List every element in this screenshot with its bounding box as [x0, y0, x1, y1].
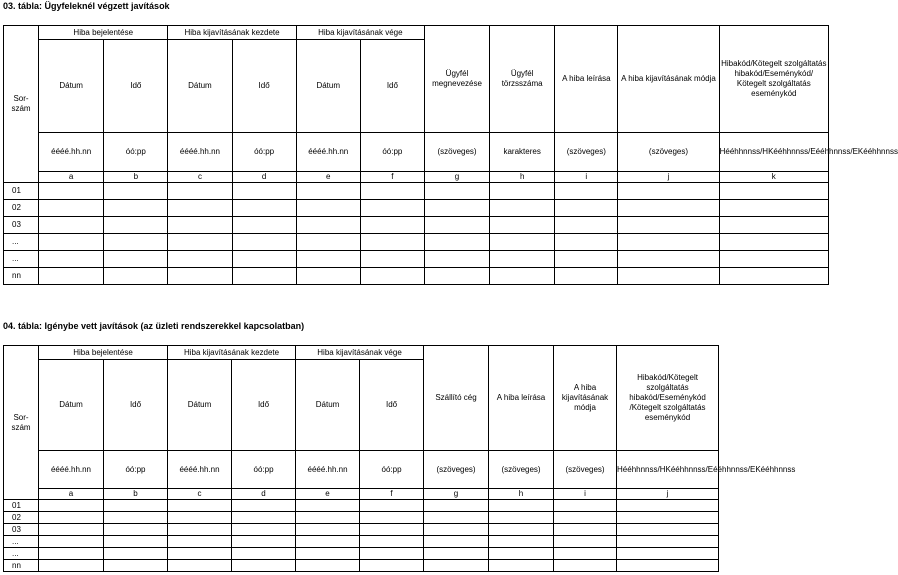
column-header: Idő	[232, 360, 296, 451]
data-cell[interactable]	[168, 524, 232, 536]
data-cell[interactable]	[296, 548, 360, 560]
data-cell[interactable]	[424, 251, 489, 268]
row-number: 03	[4, 217, 39, 234]
column-header: Dátum	[39, 360, 104, 451]
column-header: Dátum	[39, 40, 104, 133]
data-cell[interactable]	[489, 548, 554, 560]
table-row	[4, 200, 829, 217]
data-cell[interactable]	[296, 217, 360, 234]
data-cell[interactable]	[360, 234, 424, 251]
data-cell[interactable]	[617, 500, 719, 512]
column-header: Dátum	[168, 40, 232, 133]
column-letter: f	[360, 489, 424, 500]
data-cell[interactable]	[104, 500, 168, 512]
row-number: 02	[4, 200, 39, 217]
data-cell[interactable]	[168, 512, 232, 524]
data-cell[interactable]	[39, 251, 104, 268]
column-letter: j	[618, 172, 719, 183]
column-header: Hibakód/Kötegelt szolgáltatás hibakód/Eseménykód /Kötegelt szolgáltatás eseménykód	[617, 346, 719, 451]
format-cell: éééé.hh.nn	[39, 451, 104, 489]
data-cell[interactable]	[39, 512, 104, 524]
column-letter: b	[104, 489, 168, 500]
data-cell[interactable]	[424, 512, 489, 524]
data-cell[interactable]	[296, 234, 360, 251]
data-cell[interactable]	[424, 217, 489, 234]
table2-title: 04. tábla: Igénybe vett javítások (az üzleti rendszerekkel kapcsolatban)	[3, 321, 305, 331]
format-row	[4, 133, 829, 172]
data-cell[interactable]	[489, 536, 554, 548]
column-letter: f	[360, 172, 424, 183]
format-cell: (szöveges)	[554, 451, 617, 489]
data-cell[interactable]	[489, 524, 554, 536]
data-cell[interactable]	[296, 268, 360, 285]
column-header: A hiba leírása	[555, 26, 618, 133]
rownum-header: Sor-szám	[4, 346, 39, 500]
table-row	[4, 251, 829, 268]
data-cell[interactable]	[232, 217, 296, 234]
column-header: Idő	[360, 40, 424, 133]
data-cell[interactable]	[555, 268, 618, 285]
data-cell[interactable]	[296, 536, 360, 548]
data-cell[interactable]	[232, 183, 296, 200]
data-cell[interactable]	[232, 548, 296, 560]
column-header: Idő	[104, 40, 168, 133]
column-header: Dátum	[168, 360, 232, 451]
data-cell[interactable]	[554, 560, 617, 572]
format-cell: (szöveges)	[618, 133, 719, 172]
format-row	[4, 451, 719, 489]
format-cell: óó:pp	[104, 451, 168, 489]
format-cell: óó:pp	[360, 451, 424, 489]
data-cell[interactable]	[39, 200, 104, 217]
format-cell: óó:pp	[104, 133, 168, 172]
table-row	[4, 524, 719, 536]
group-header-row	[4, 346, 719, 360]
data-cell[interactable]	[296, 524, 360, 536]
data-cell[interactable]	[168, 548, 232, 560]
data-cell[interactable]	[360, 560, 424, 572]
format-cell: (szöveges)	[489, 451, 554, 489]
data-cell[interactable]	[104, 234, 168, 251]
data-cell[interactable]	[490, 200, 555, 217]
data-cell[interactable]	[554, 536, 617, 548]
table-row	[4, 217, 829, 234]
data-cell[interactable]	[554, 512, 617, 524]
column-letter: a	[39, 489, 104, 500]
data-cell[interactable]	[39, 217, 104, 234]
data-cell[interactable]	[39, 234, 104, 251]
data-cell[interactable]	[555, 234, 618, 251]
data-cell[interactable]	[719, 251, 828, 268]
data-cell[interactable]	[719, 200, 828, 217]
data-cell[interactable]	[104, 560, 168, 572]
table-row	[4, 560, 719, 572]
row-number: ...	[4, 234, 39, 251]
data-cell[interactable]	[360, 524, 424, 536]
data-cell[interactable]	[555, 183, 618, 200]
data-cell[interactable]	[360, 536, 424, 548]
data-cell[interactable]	[232, 234, 296, 251]
column-header: Dátum	[296, 40, 360, 133]
letter-row	[4, 172, 829, 183]
data-cell[interactable]	[296, 251, 360, 268]
data-cell[interactable]	[168, 183, 232, 200]
row-number: ...	[4, 548, 39, 560]
data-cell[interactable]	[618, 217, 719, 234]
data-cell[interactable]	[39, 183, 104, 200]
data-cell[interactable]	[39, 560, 104, 572]
table1-title: 03. tábla: Ügyfeleknél végzett javítások	[3, 1, 170, 11]
data-cell[interactable]	[104, 200, 168, 217]
data-cell[interactable]	[168, 268, 232, 285]
column-header: A hiba kijavításának módja	[554, 346, 617, 451]
row-number: 01	[4, 183, 39, 200]
column-letter: a	[39, 172, 104, 183]
column-letter: b	[104, 172, 168, 183]
data-cell[interactable]	[555, 251, 618, 268]
format-cell: éééé.hh.nn	[168, 451, 232, 489]
group-header: Hiba kijavításának vége	[296, 26, 424, 40]
column-letter: h	[489, 489, 554, 500]
data-cell[interactable]	[360, 183, 424, 200]
format-cell: óó:pp	[232, 133, 296, 172]
table2	[3, 345, 796, 572]
data-cell[interactable]	[296, 200, 360, 217]
data-cell[interactable]	[490, 251, 555, 268]
data-cell[interactable]	[360, 251, 424, 268]
data-cell[interactable]	[360, 200, 424, 217]
row-number: ...	[4, 251, 39, 268]
data-cell[interactable]	[719, 234, 828, 251]
row-number: 02	[4, 512, 39, 524]
column-header: A hiba leírása	[489, 346, 554, 451]
column-header: Idő	[360, 360, 424, 451]
column-letter: e	[296, 489, 360, 500]
group-header: Hiba kijavításának kezdete	[168, 346, 296, 360]
data-cell[interactable]	[719, 217, 828, 234]
data-cell[interactable]	[232, 524, 296, 536]
column-header: Ügyfél megnevezése	[424, 26, 489, 133]
table-row	[4, 234, 829, 251]
data-cell[interactable]	[555, 217, 618, 234]
column-header: Ügyfél törzsszáma	[490, 26, 555, 133]
data-cell[interactable]	[168, 536, 232, 548]
table-row	[4, 268, 829, 285]
data-cell[interactable]	[617, 524, 719, 536]
table-row	[4, 500, 719, 512]
data-cell[interactable]	[168, 217, 232, 234]
format-cell: óó:pp	[360, 133, 424, 172]
group-header: Hiba bejelentése	[39, 346, 168, 360]
column-letter: g	[424, 489, 489, 500]
column-letter: g	[424, 172, 489, 183]
table-row	[4, 536, 719, 548]
column-letter: h	[490, 172, 555, 183]
row-number: 03	[4, 524, 39, 536]
data-cell[interactable]	[104, 251, 168, 268]
row-number: 01	[4, 500, 39, 512]
data-cell[interactable]	[168, 234, 232, 251]
data-cell[interactable]	[104, 268, 168, 285]
group-header-row	[4, 26, 829, 40]
format-cell: karakteres	[490, 133, 555, 172]
data-cell[interactable]	[360, 500, 424, 512]
data-cell[interactable]	[168, 200, 232, 217]
data-cell[interactable]	[719, 268, 828, 285]
data-cell[interactable]	[232, 512, 296, 524]
column-letter: i	[554, 489, 617, 500]
column-letter: i	[555, 172, 618, 183]
data-cell[interactable]	[296, 183, 360, 200]
column-header: Idő	[232, 40, 296, 133]
column-header: Hibakód/Kötegelt szolgáltatás hibakód/Eseménykód/ Kötegelt szolgáltatás eseménykód	[719, 26, 828, 133]
table-row	[4, 512, 719, 524]
data-cell[interactable]	[232, 251, 296, 268]
data-cell[interactable]	[232, 500, 296, 512]
data-cell[interactable]	[296, 560, 360, 572]
data-cell[interactable]	[360, 268, 424, 285]
column-letter: j	[617, 489, 719, 500]
column-header: Dátum	[296, 360, 360, 451]
format-cell: éééé.hh.nn	[296, 451, 360, 489]
data-cell[interactable]	[39, 548, 104, 560]
column-letter: k	[719, 172, 828, 183]
data-cell[interactable]	[424, 200, 489, 217]
group-header: Hiba kijavításának vége	[296, 346, 424, 360]
data-cell[interactable]	[554, 548, 617, 560]
format-cell: éééé.hh.nn	[168, 133, 232, 172]
data-cell[interactable]	[104, 548, 168, 560]
row-number: nn	[4, 560, 39, 572]
data-cell[interactable]	[424, 268, 489, 285]
column-letter: e	[296, 172, 360, 183]
data-cell[interactable]	[424, 548, 489, 560]
data-cell[interactable]	[617, 560, 719, 572]
group-header: Hiba bejelentése	[39, 26, 168, 40]
data-cell[interactable]	[424, 234, 489, 251]
format-cell: éééé.hh.nn	[39, 133, 104, 172]
data-cell[interactable]	[554, 524, 617, 536]
format-cell: (szöveges)	[424, 133, 489, 172]
letter-row	[4, 489, 719, 500]
data-cell[interactable]	[424, 524, 489, 536]
data-cell[interactable]	[360, 217, 424, 234]
data-cell[interactable]	[39, 524, 104, 536]
data-cell[interactable]	[424, 536, 489, 548]
group-header: Hiba kijavításának kezdete	[168, 26, 296, 40]
data-cell[interactable]	[104, 524, 168, 536]
data-cell[interactable]	[489, 512, 554, 524]
data-cell[interactable]	[104, 512, 168, 524]
data-cell[interactable]	[360, 512, 424, 524]
data-cell[interactable]	[618, 234, 719, 251]
data-cell[interactable]	[555, 200, 618, 217]
table1	[3, 25, 898, 285]
column-header: Szállító cég	[424, 346, 489, 451]
data-cell[interactable]	[617, 512, 719, 524]
data-cell[interactable]	[424, 183, 489, 200]
data-cell[interactable]	[490, 217, 555, 234]
data-cell[interactable]	[719, 183, 828, 200]
data-cell[interactable]	[104, 183, 168, 200]
table-row	[4, 183, 829, 200]
row-number: nn	[4, 268, 39, 285]
format-cell: Hééhhnnss/HKééhhnnss/Eééhhnnss/EKééhhnnss	[617, 451, 719, 489]
data-cell[interactable]	[232, 560, 296, 572]
data-cell[interactable]	[490, 234, 555, 251]
data-cell[interactable]	[490, 183, 555, 200]
data-cell[interactable]	[232, 200, 296, 217]
format-cell: éééé.hh.nn	[296, 133, 360, 172]
table-row	[4, 548, 719, 560]
rownum-header: Sor-szám	[4, 26, 39, 183]
column-letter: d	[232, 489, 296, 500]
format-cell: Hééhhnnss/HKééhhnnss/Eééhhnnss/EKééhhnnss	[719, 133, 828, 172]
data-cell[interactable]	[168, 560, 232, 572]
data-cell[interactable]	[232, 268, 296, 285]
data-cell[interactable]	[618, 183, 719, 200]
data-cell[interactable]	[39, 500, 104, 512]
data-cell[interactable]	[424, 500, 489, 512]
data-cell[interactable]	[360, 548, 424, 560]
data-cell[interactable]	[618, 268, 719, 285]
data-cell[interactable]	[39, 536, 104, 548]
data-cell[interactable]	[489, 560, 554, 572]
format-cell: (szöveges)	[555, 133, 618, 172]
data-cell[interactable]	[168, 500, 232, 512]
data-cell[interactable]	[618, 251, 719, 268]
data-cell[interactable]	[232, 536, 296, 548]
data-cell[interactable]	[104, 217, 168, 234]
data-cell[interactable]	[618, 200, 719, 217]
data-cell[interactable]	[424, 560, 489, 572]
column-letter: c	[168, 489, 232, 500]
column-letter: d	[232, 172, 296, 183]
data-cell[interactable]	[554, 500, 617, 512]
data-cell[interactable]	[104, 536, 168, 548]
format-cell: óó:pp	[232, 451, 296, 489]
data-cell[interactable]	[617, 536, 719, 548]
data-cell[interactable]	[296, 512, 360, 524]
column-header: Idő	[104, 360, 168, 451]
data-cell[interactable]	[296, 500, 360, 512]
column-letter: c	[168, 172, 232, 183]
data-cell[interactable]	[617, 548, 719, 560]
data-cell[interactable]	[168, 251, 232, 268]
data-cell[interactable]	[490, 268, 555, 285]
row-number: ...	[4, 536, 39, 548]
data-cell[interactable]	[489, 500, 554, 512]
data-cell[interactable]	[39, 268, 104, 285]
format-cell: (szöveges)	[424, 451, 489, 489]
column-header: A hiba kijavításának módja	[618, 26, 719, 133]
